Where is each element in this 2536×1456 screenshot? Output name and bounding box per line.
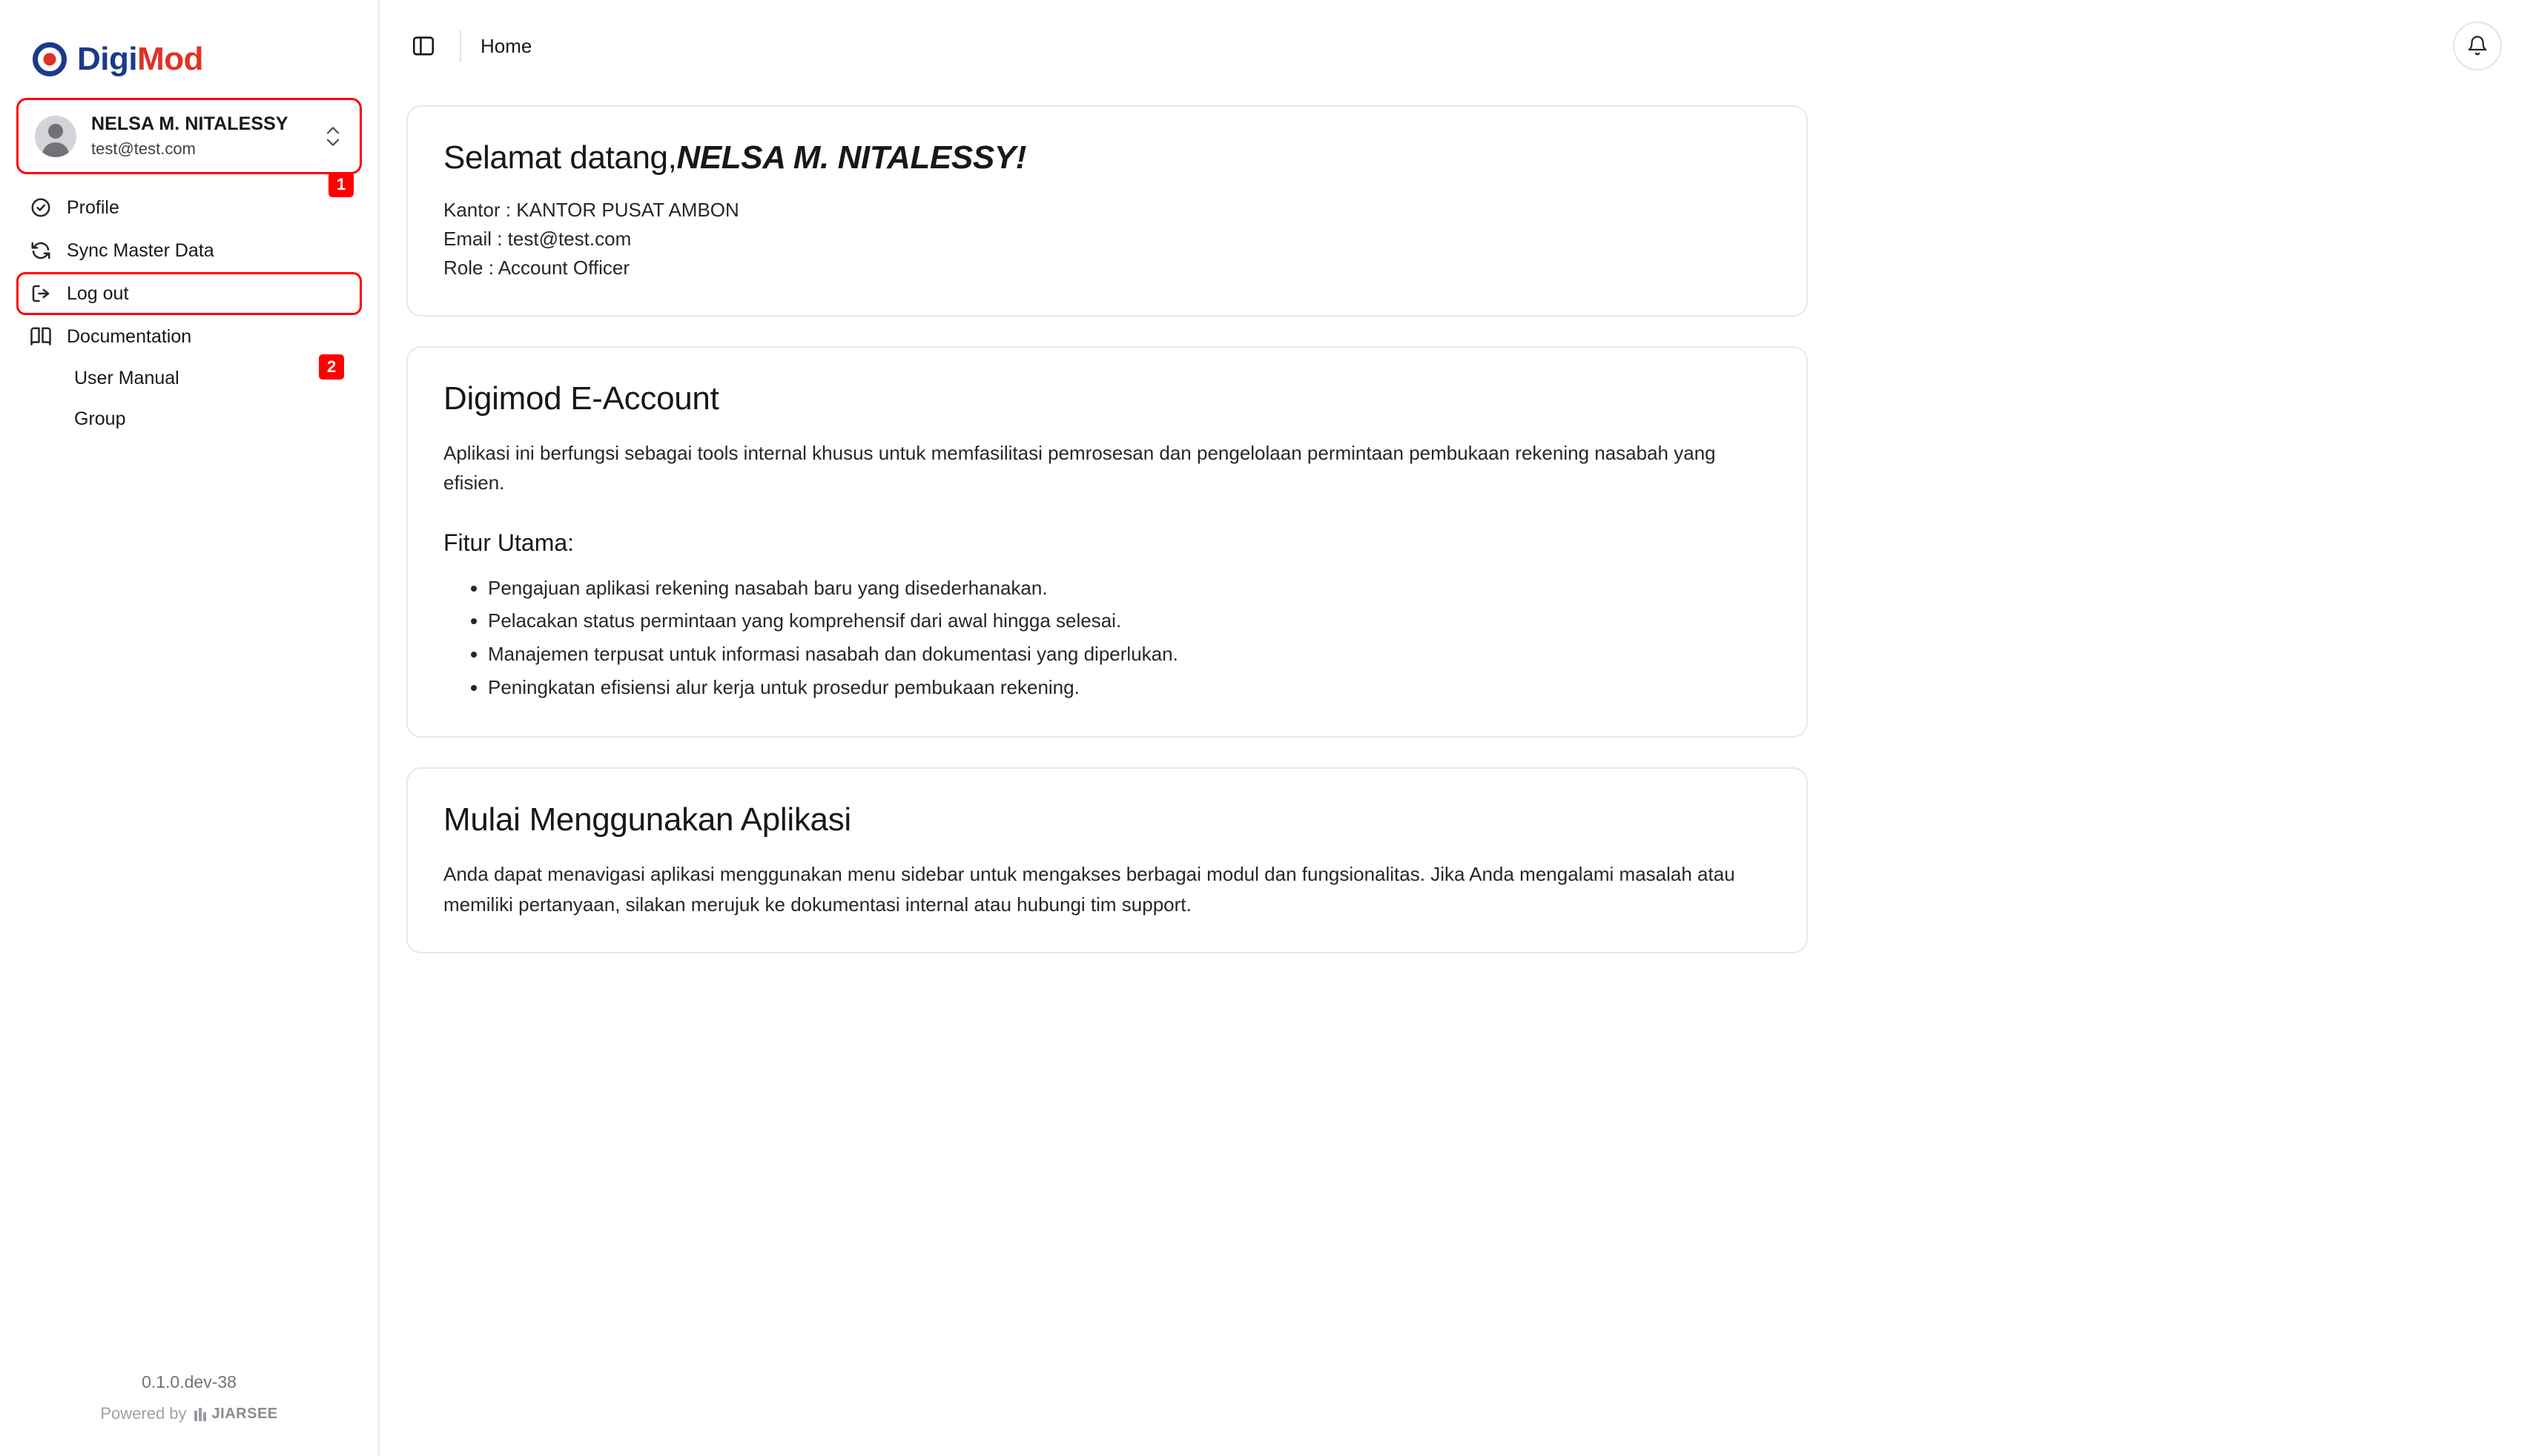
step-badge-2: 2 xyxy=(319,354,344,380)
sidebar-spacer xyxy=(0,440,378,1372)
user-meta xyxy=(91,113,308,159)
brand-text-part1: Digi xyxy=(77,41,138,77)
welcome-user-name: NELSA M. NITALESSY! xyxy=(676,139,1026,176)
jiarsee-label: JIARSEE xyxy=(211,1405,278,1422)
features-title: Fitur Utama: xyxy=(443,529,575,556)
topbar-right xyxy=(2453,21,2502,70)
list-item: • Pelacakan status permintaan yang komprehensif dari awal hingga selesai. xyxy=(488,604,1771,638)
sidebar-subitem-user-manual[interactable]: User Manual xyxy=(74,368,179,388)
brand-logo[interactable] xyxy=(0,0,378,89)
getting-started-paragraph: Anda dapat menavigasi aplikasi menggunakan menu sidebar untuk mengakses berbagai modul dan fungsionalitas. Jika Anda mengalami masalah atau memiliki pertanyaan, silakan merujuk ke dokumentasi internal atau hubungi tim support. xyxy=(443,863,1735,916)
sidebar-item-logout[interactable] xyxy=(16,272,362,315)
brand-text xyxy=(77,43,203,76)
getting-started-title: Mulai Menggunakan Aplikasi xyxy=(443,801,851,838)
logout-icon xyxy=(30,282,52,305)
breadcrumb[interactable]: Home xyxy=(481,34,532,57)
sidebar-subitem-group[interactable]: Group xyxy=(74,408,126,429)
sidebar xyxy=(0,0,380,1456)
refresh-icon xyxy=(30,239,52,262)
about-title: Digimod E-Account xyxy=(443,380,719,417)
welcome-card xyxy=(406,105,1808,317)
digimod-logo-icon xyxy=(33,42,67,76)
page-title xyxy=(443,139,1771,176)
avatar xyxy=(35,116,76,157)
list-item: • Pengajuan aplikasi rekening nasabah baru yang disederhanakan. xyxy=(488,572,1771,605)
powered-by-label: Powered by xyxy=(100,1404,187,1423)
check-circle-icon xyxy=(30,196,52,219)
jiarsee-logo xyxy=(194,1406,278,1423)
app-version: 0.1.0.dev-38 xyxy=(142,1372,237,1392)
sidebar-item-label-logout: Log out xyxy=(67,282,129,304)
list-item: • Peningkatan efisiensi alur kerja untuk prosedur pembukaan rekening. xyxy=(488,671,1771,704)
sidebar-item-label-profile: Profile xyxy=(67,196,119,218)
sidebar-item-sync-master-data[interactable] xyxy=(16,229,362,272)
welcome-greeting: Selamat datang, xyxy=(443,139,677,176)
jiarsee-bars-icon xyxy=(194,1406,208,1421)
list-item: • Manajemen terpusat untuk informasi nasabah dan dokumentasi yang diperlukan. xyxy=(488,638,1771,671)
brand-text-part2: Mod xyxy=(137,41,204,77)
about-card xyxy=(406,346,1808,738)
page-content xyxy=(380,92,2536,983)
info-role: Role : Account Officer xyxy=(443,257,630,279)
main-area xyxy=(380,0,2536,1456)
sidebar-item-documentation[interactable] xyxy=(16,315,362,358)
getting-started-card xyxy=(406,767,1808,953)
info-kantor: Kantor : KANTOR PUSAT AMBON xyxy=(443,199,739,221)
info-email: Email : test@test.com xyxy=(443,228,632,250)
powered-by xyxy=(0,1404,378,1423)
sidebar-item-label-sync: Sync Master Data xyxy=(67,239,214,261)
user-email: test@test.com xyxy=(91,139,196,158)
features-list xyxy=(443,572,1771,704)
book-icon xyxy=(30,325,52,348)
sidebar-item-label-documentation: Documentation xyxy=(67,325,192,347)
sidebar-toggle-icon[interactable] xyxy=(406,29,440,63)
bell-icon[interactable] xyxy=(2453,21,2502,70)
about-paragraph: Aplikasi ini berfungsi sebagai tools internal khusus untuk memfasilitasi pemrosesan dan pengelolaan permintaan pembukaan rekening nasabah yang efisien. xyxy=(443,442,1716,494)
user-account-switcher[interactable] xyxy=(16,98,362,174)
sidebar-footer xyxy=(0,1372,378,1456)
chevron-up-down-icon xyxy=(323,122,343,151)
user-card-wrapper xyxy=(0,89,378,174)
user-name: NELSA M. NITALESSY xyxy=(91,113,288,134)
sidebar-menu xyxy=(0,174,378,440)
topbar-divider xyxy=(460,30,461,62)
step-badge-1: 1 xyxy=(328,172,354,197)
sidebar-item-profile[interactable] xyxy=(16,186,362,229)
topbar xyxy=(380,0,2536,92)
